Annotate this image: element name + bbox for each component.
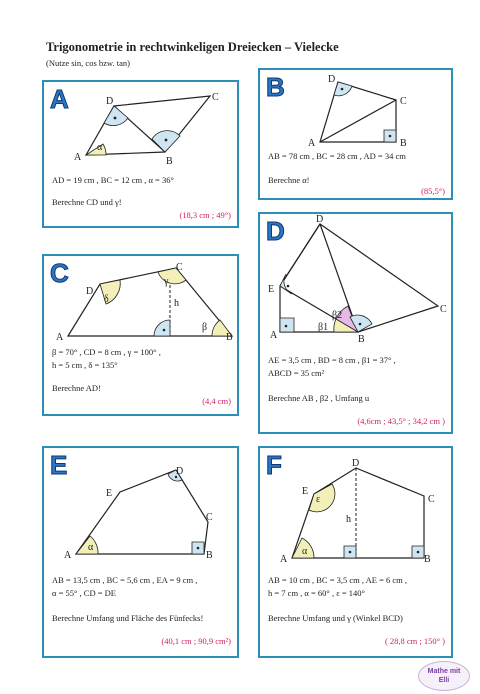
label-alpha: α [302, 546, 308, 557]
label-a: A [56, 332, 64, 343]
label-beta1: β1 [318, 322, 329, 333]
given-text: β = 70° , CD = 8 cm , γ = 100° , [52, 347, 161, 357]
task-text: Berechne AB , β2 , Umfang u [268, 393, 370, 403]
figure-d [260, 214, 455, 344]
task-text: Berechne α! [268, 175, 310, 185]
label-d: D [176, 466, 184, 477]
given-text-2: h = 5 cm , δ = 135° [52, 360, 118, 370]
label-b: B [166, 156, 173, 167]
label-c: C [212, 92, 219, 103]
card-letter: A [50, 84, 69, 114]
task-text: Berechne AD! [52, 383, 101, 393]
page-title: Trigonometrie in rechtwinkeligen Dreiecken – Vielecke [46, 40, 339, 54]
label-epsilon: ε [316, 494, 321, 505]
logo-line-2: Elli [438, 677, 450, 684]
label-h: h [174, 298, 179, 309]
label-b: B [400, 138, 407, 149]
label-gamma: γ [164, 276, 169, 287]
card-a [42, 80, 239, 228]
card-b [258, 68, 453, 200]
task-text: Berechne Umfang und Fläche des Fünfecks! [52, 613, 204, 623]
figure-b [260, 70, 455, 150]
given-text: AB = 78 cm , BC = 28 cm , AD = 34 cm [268, 151, 406, 161]
label-e: E [302, 486, 309, 497]
answer-text: (40,1 cm ; 90,9 cm²) [161, 636, 231, 646]
label-d: D [86, 286, 94, 297]
label-c: C [400, 96, 407, 107]
card-letter: B [266, 72, 285, 102]
given-text-2: h = 7 cm , α = 60° , ε = 140° [268, 588, 365, 598]
label-alpha: α [88, 542, 94, 553]
figure-a [44, 82, 241, 172]
label-a: A [64, 550, 72, 561]
task-text: Berechne CD und γ! [52, 197, 122, 207]
label-d: D [316, 214, 324, 225]
card-letter: F [266, 450, 282, 480]
label-c: C [206, 512, 213, 523]
label-alpha: α [97, 142, 103, 153]
brand-logo [418, 661, 470, 691]
answer-text: (18,3 cm ; 49°) [179, 210, 231, 220]
answer-text: (4,6cm ; 43,5° ; 34,2 cm ) [357, 416, 445, 426]
answer-text: (4,4 cm) [202, 396, 231, 406]
figure-c [44, 256, 241, 346]
label-h: h [346, 514, 351, 525]
label-c: C [176, 262, 183, 273]
card-letter: C [50, 258, 69, 288]
card-e [42, 446, 239, 658]
answer-text: (85,5°) [421, 186, 445, 196]
label-a: A [280, 554, 288, 565]
given-text: AE = 3,5 cm , BD = 8 cm , β1 = 37° , [268, 355, 396, 365]
given-text: AB = 13,5 cm , BC = 5,6 cm , EA = 9 cm , [52, 575, 198, 585]
label-beta: β [202, 322, 208, 333]
logo-line-1: Mathe mit [427, 668, 461, 675]
label-d: D [106, 96, 114, 107]
label-delta: δ [104, 294, 109, 305]
card-d [258, 212, 453, 434]
label-e: E [106, 488, 113, 499]
label-d: D [328, 74, 336, 85]
label-b: B [206, 550, 213, 561]
figure-f [260, 448, 455, 568]
label-e: E [268, 284, 275, 295]
task-text: Berechne Umfang und γ (Winkel BCD) [268, 613, 403, 623]
given-text-2: ABCD = 35 cm² [268, 368, 325, 378]
label-a: A [308, 138, 316, 149]
label-c: C [428, 494, 435, 505]
label-beta2: β2 [332, 310, 343, 321]
page-subtitle: (Nutze sin, cos bzw. tan) [46, 58, 130, 68]
card-f [258, 446, 453, 658]
given-text-2: α = 55° , CD = DE [52, 588, 116, 598]
given-text: AD = 19 cm , BC = 12 cm , α = 36° [52, 175, 174, 185]
answer-text: ( 28,8 cm ; 150° ) [384, 636, 445, 646]
label-d: D [352, 458, 360, 469]
label-b: B [358, 334, 365, 345]
label-a: A [74, 152, 82, 163]
card-letter: E [50, 450, 68, 480]
figure-e [44, 448, 241, 568]
label-b: B [424, 554, 431, 565]
card-letter: D [266, 216, 285, 246]
card-c [42, 254, 239, 416]
given-text: AB = 10 cm , BC = 3,5 cm , AE = 6 cm , [268, 575, 408, 585]
label-c: C [440, 304, 447, 315]
label-a: A [270, 330, 278, 341]
label-b: B [226, 332, 233, 343]
